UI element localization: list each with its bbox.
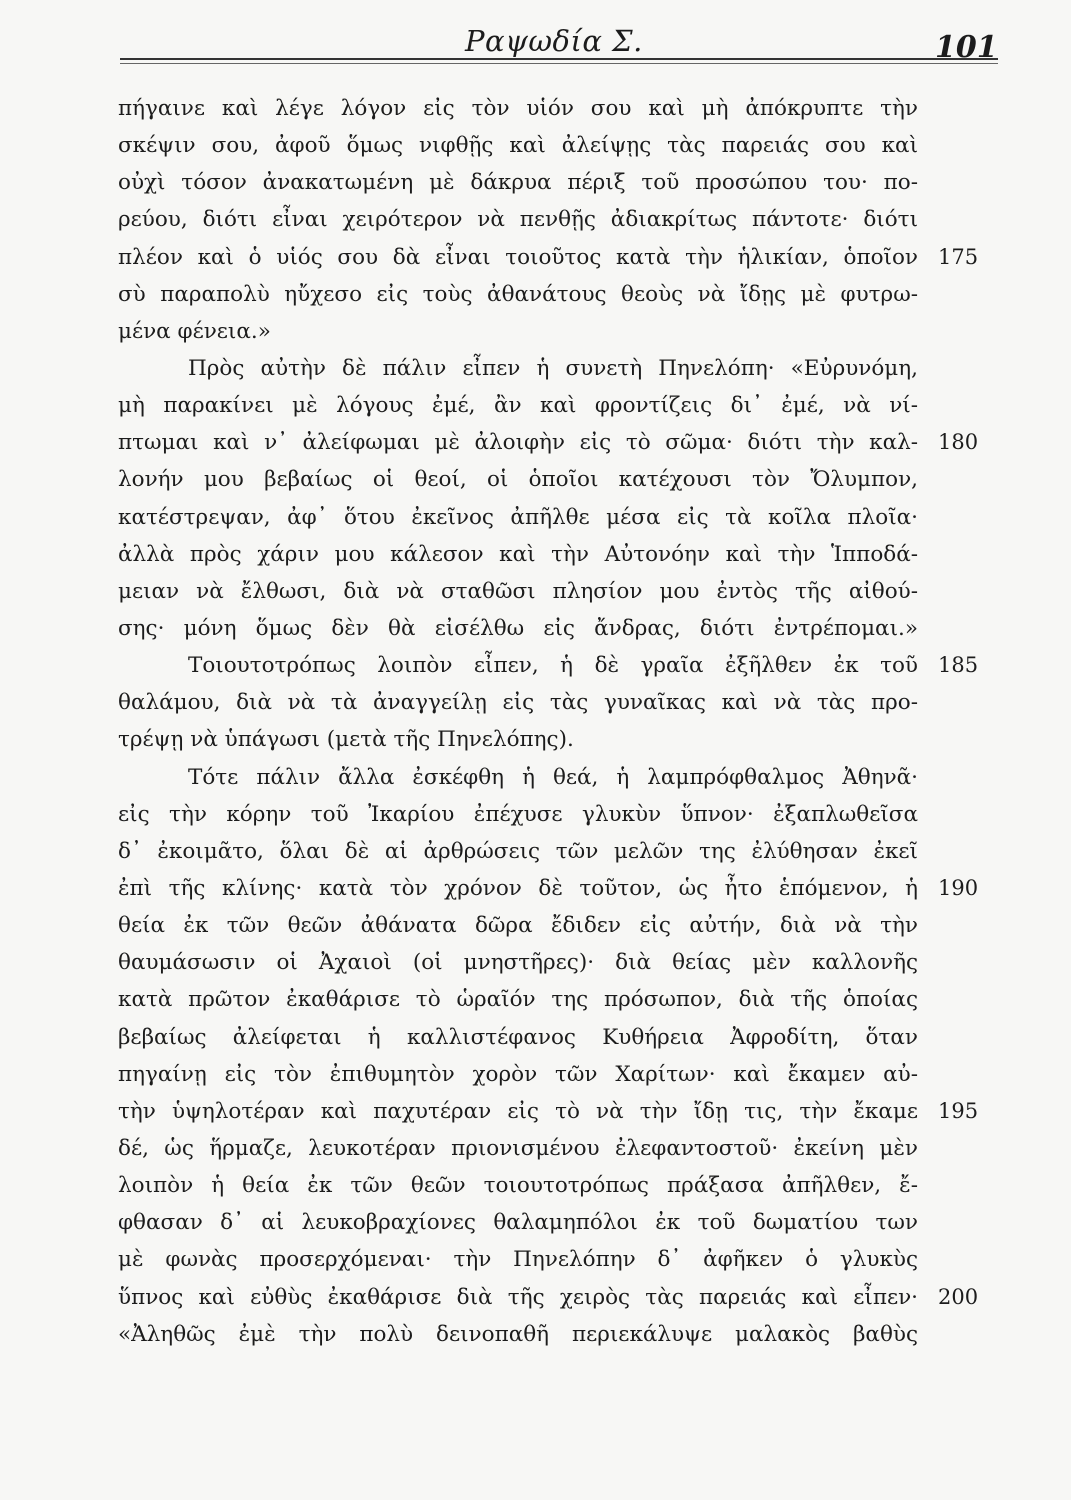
text-line: ἀλλὰ πρὸς χάριν μου κάλεσον καὶ τὴν Αὐτονόην καὶ τὴν Ἱπποδά-: [118, 541, 918, 567]
line-number: 175: [938, 244, 979, 269]
text-line: λονήν μου βεβαίως οἱ θεοί, οἱ ὁποῖοι κατέχουσι τὸν Ὄλυμπον,: [118, 467, 918, 493]
running-head: Ραψωδία Σ.: [465, 24, 643, 58]
text-line: Τότε πάλιν ἄλλα ἐσκέφθη ἡ θεά, ἡ λαμπρόφθαλμος Ἀθηνᾶ·: [188, 764, 918, 790]
line-number: 190: [938, 876, 979, 901]
text-line: πλέον καὶ ὁ υἱός σου δὰ εἶναι τοιοῦτος κατὰ τὴν ἡλικίαν, ὁποῖον: [118, 244, 918, 270]
header-rule-thin: [120, 63, 998, 64]
text-line: πτωμαι καὶ ν᾽ ἀλείφωμαι μὲ ἀλοιφὴν εἰς τὸ σῶμα· διότι τὴν καλ-: [118, 430, 918, 456]
text-line: μὲ φωνὰς προσερχόμεναι· τὴν Πηνελόπην δ᾽ ἀφῆκεν ὁ γλυκὺς: [118, 1247, 918, 1273]
text-line: σὺ παραπολὺ ηὔχεσο εἰς τοὺς ἀθανάτους θεοὺς νὰ ἴδῃς μὲ φυτρω-: [118, 281, 918, 307]
text-line: δ᾽ ἐκοιμᾶτο, ὅλαι δὲ αἱ ἀρθρώσεις τῶν μελῶν της ἐλύθησαν ἐκεῖ: [118, 838, 918, 864]
text-line: «Ἀληθῶς ἐμὲ τὴν πολὺ δεινοπαθῆ περιεκάλυψε μαλακὸς βαθὺς: [118, 1321, 918, 1347]
text-line: Τοιουτοτρόπως λοιπὸν εἶπεν, ἡ δὲ γραῖα ἐξῆλθεν ἐκ τοῦ: [188, 653, 918, 679]
text-line: σης· μόνη ὅμως δὲν θὰ εἰσέλθω εἰς ἄνδρας, διότι ἐντρέπομαι.»: [118, 615, 918, 641]
text-line: βεβαίως ἀλείφεται ἡ καλλιστέφανος Κυθήρεια Ἀφροδίτη, ὅταν: [118, 1024, 918, 1050]
text-line: θαλάμου, διὰ νὰ τὰ ἀναγγείλῃ εἰς τὰς γυναῖκας καὶ νὰ τὰς προ-: [118, 690, 918, 716]
line-number: 180: [938, 430, 979, 455]
text-line: πηγαίνῃ εἰς τὸν ἐπιθυμητὸν χορὸν τῶν Χαρίτων· καὶ ἔκαμεν αὐ-: [118, 1061, 918, 1087]
text-line: μένα φένεια.»: [118, 318, 271, 344]
text-line: μὴ παρακίνει μὲ λόγους ἐμέ, ἂν καὶ φροντίζεις δι᾽ ἐμέ, νὰ νί-: [118, 393, 918, 419]
line-number: 200: [938, 1284, 979, 1309]
header-rule: [120, 58, 998, 60]
line-number: 195: [938, 1099, 979, 1124]
text-line: οὐχὶ τόσον ἀνακατωμένη μὲ δάκρυα πέριξ τοῦ προσώπου του· πο-: [118, 170, 918, 196]
text-line: πήγαινε καὶ λέγε λόγον εἰς τὸν υἱόν σου καὶ μὴ ἀπόκρυπτε τὴν: [118, 96, 918, 121]
page-number: 101: [935, 30, 998, 65]
body-text: [118, 90, 918, 1353]
text-line: θαυμάσωσιν οἱ Ἀχαιοὶ (οἱ μνηστῆρες)· διὰ θείας μὲν καλλονῆς: [118, 950, 918, 976]
text-line: θεία ἐκ τῶν θεῶν ἀθάνατα δῶρα ἔδιδεν εἰς αὐτήν, διὰ νὰ τὴν: [118, 913, 918, 939]
text-line: τρέψῃ νὰ ὑπάγωσι (μετὰ τῆς Πηνελόπης).: [118, 727, 574, 753]
text-line: εἰς τὴν κόρην τοῦ Ἰκαρίου ἐπέχυσε γλυκὺν ὕπνον· ἐξαπλωθεῖσα: [118, 801, 918, 827]
text-line: μειαν νὰ ἔλθωσι, διὰ νὰ σταθῶσι πλησίον μου ἐντὸς τῆς αἰθού-: [118, 578, 918, 604]
text-line: κατέστρεψαν, ἀφ᾽ ὅτου ἐκεῖνος ἀπῆλθε μέσα εἰς τὰ κοῖλα πλοῖα·: [118, 504, 918, 530]
text-line: Πρὸς αὐτὴν δὲ πάλιν εἶπεν ἡ συνετὴ Πηνελόπη· «Εὐρυνόμη,: [188, 355, 918, 381]
text-line: σκέψιν σου, ἀφοῦ ὅμως νιφθῇς καὶ ἀλείψῃς τὰς παρειάς σου καὶ: [118, 133, 918, 159]
text-line: ρεύου, διότι εἶναι χειρότερον νὰ πενθῇς ἀδιακρίτως πάντοτε· διότι: [118, 207, 918, 233]
text-line: ὕπνος καὶ εὐθὺς ἐκαθάρισε διὰ τῆς χειρὸς τὰς παρειάς καὶ εἶπεν·: [118, 1284, 918, 1310]
text-line: ἐπὶ τῆς κλίνης· κατὰ τὸν χρόνον δὲ τοῦτον, ὡς ἦτο ἑπόμενον, ἡ: [118, 875, 918, 901]
line-number: 185: [938, 653, 979, 678]
text-line: λοιπὸν ἡ θεία ἐκ τῶν θεῶν τοιουτοτρόπως πράξασα ἀπῆλθεν, ἔ-: [118, 1173, 918, 1199]
text-line: φθασαν δ᾽ αἱ λευκοβραχίονες θαλαμηπόλοι ἐκ τοῦ δωματίου των: [118, 1210, 918, 1236]
text-line: τὴν ὑψηλοτέραν καὶ παχυτέραν εἰς τὸ νὰ τὴν ἴδῃ τις, τὴν ἔκαμε: [118, 1098, 918, 1124]
text-line: κατὰ πρῶτον ἐκαθάρισε τὸ ὡραῖόν της πρόσωπον, διὰ τῆς ὁποίας: [118, 987, 918, 1013]
text-line: δέ, ὡς ἥρμαζε, λευκοτέραν πριονισμένου ἐλεφαντοστοῦ· ἐκείνη μὲν: [118, 1135, 918, 1161]
